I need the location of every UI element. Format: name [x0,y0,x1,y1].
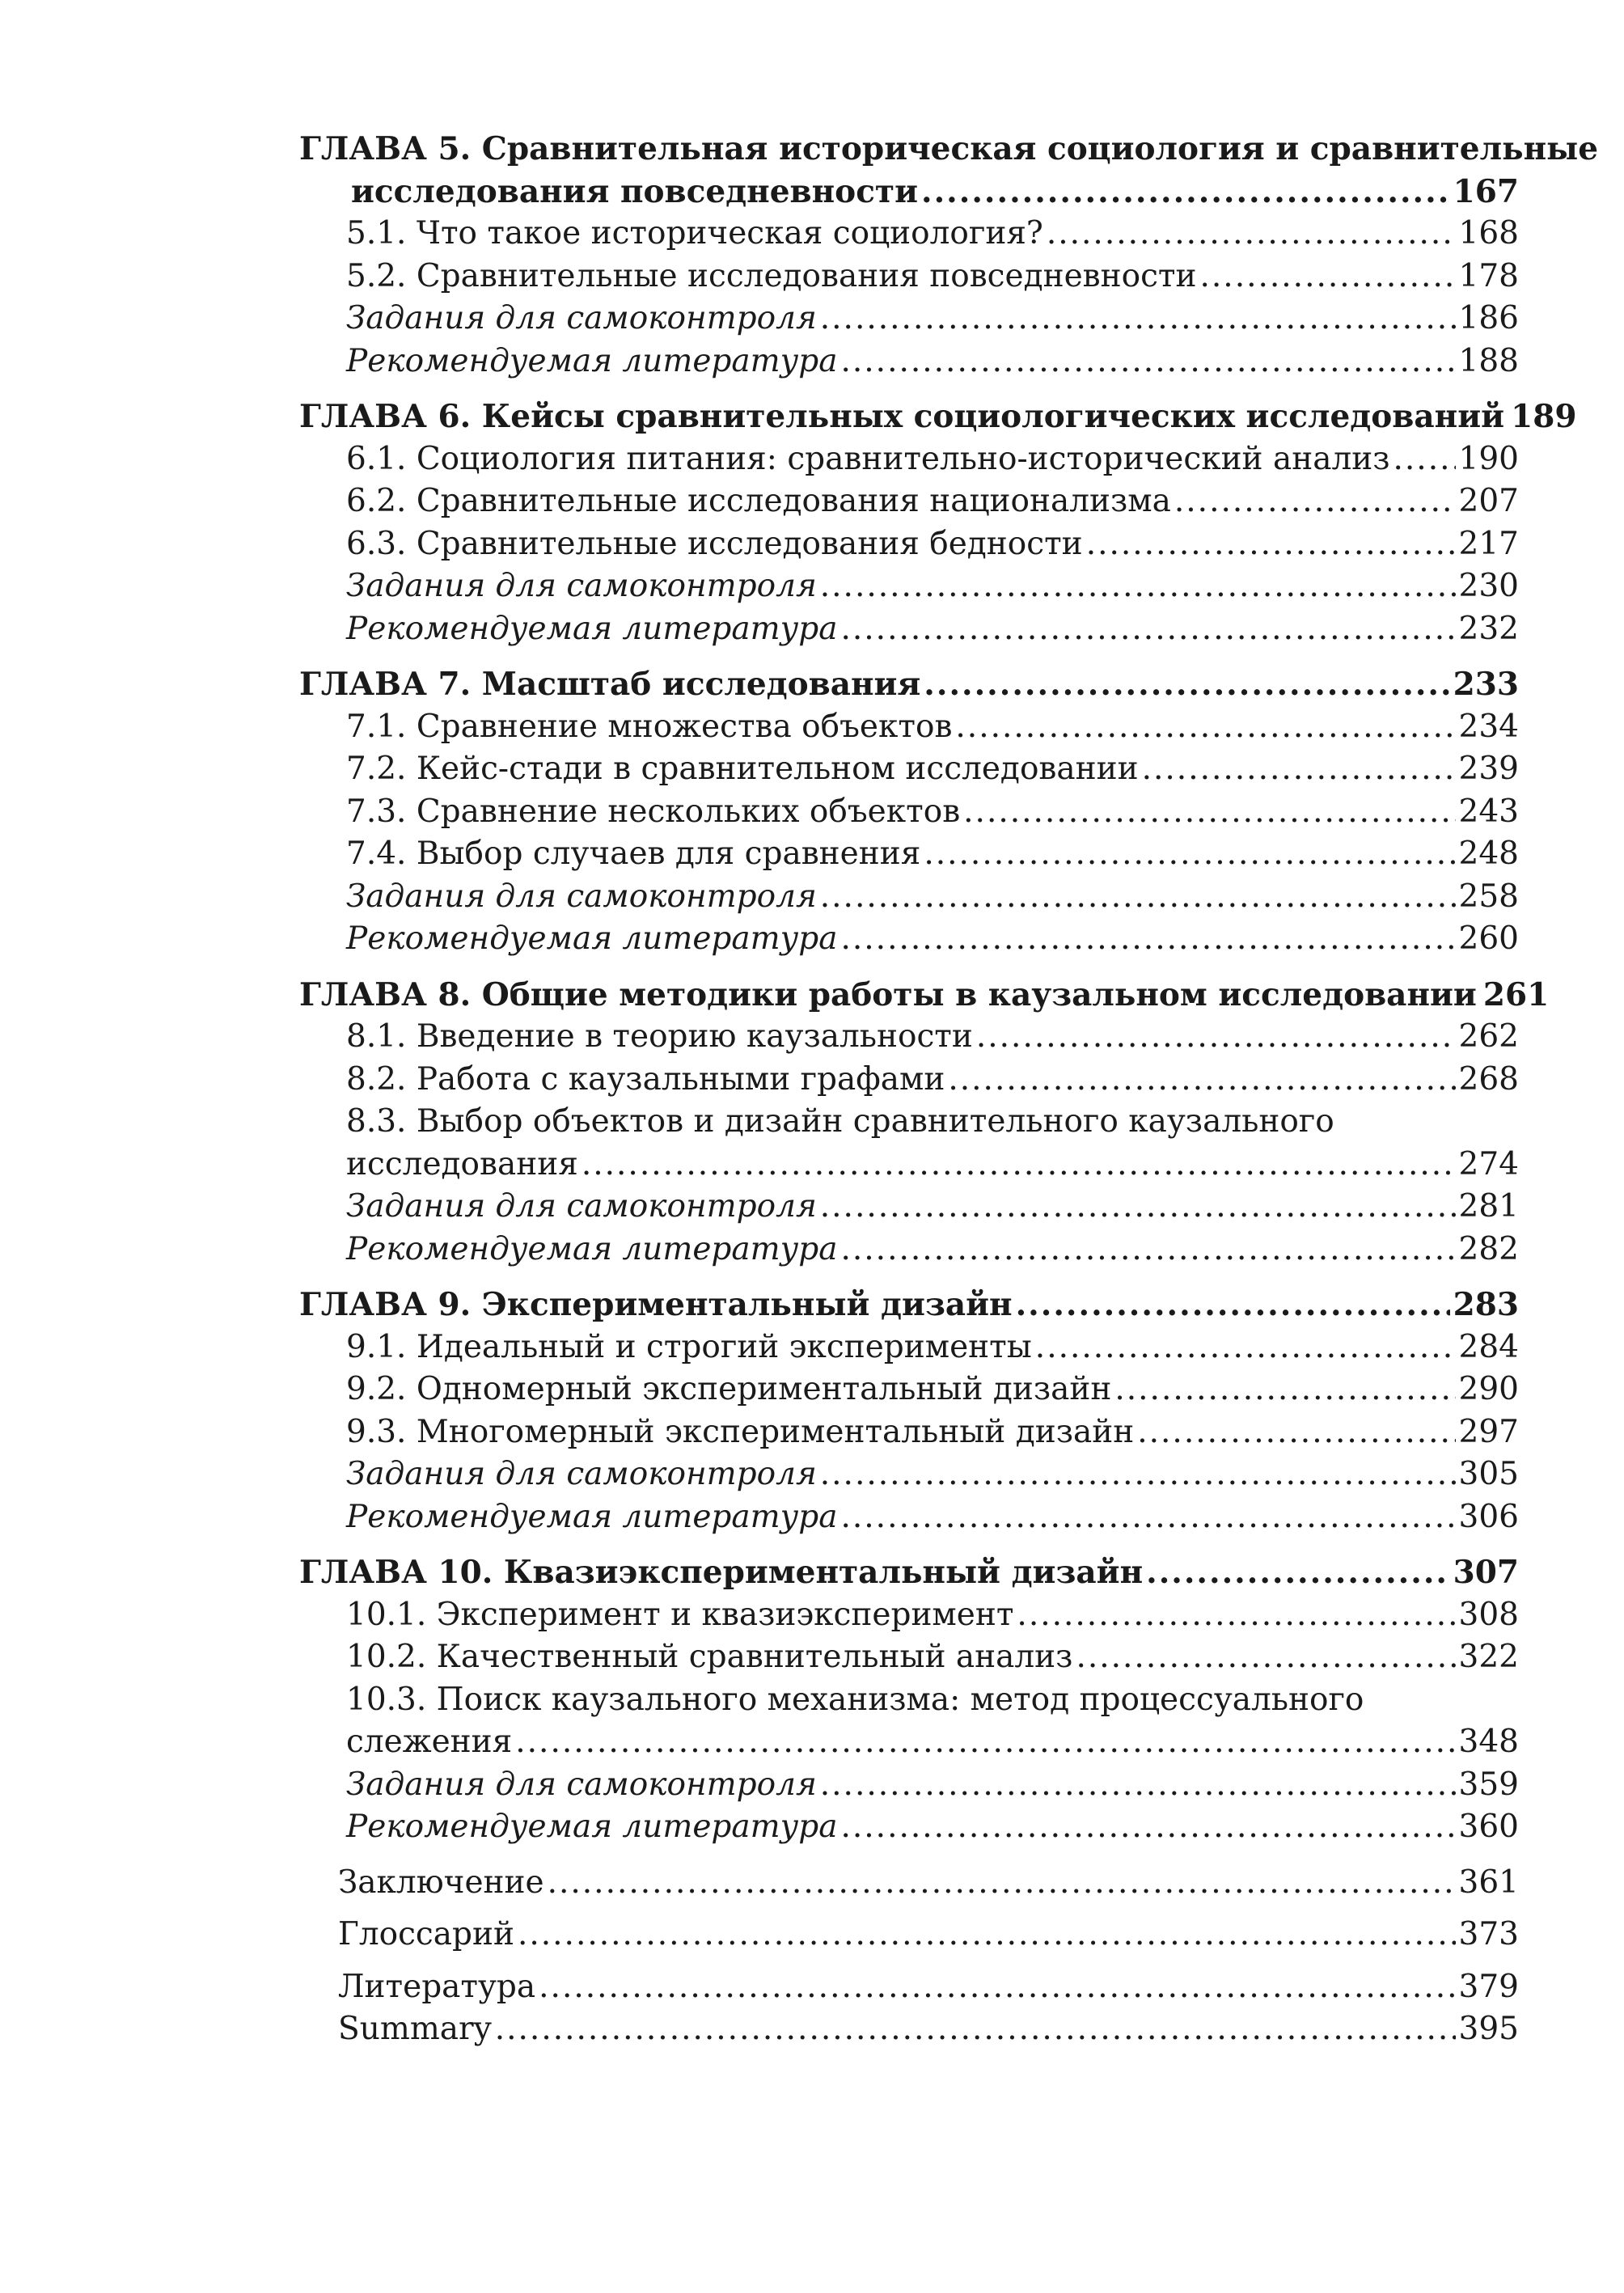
entry-title: Задания для самоконтроля [346,300,817,336]
toc-entry[interactable] [299,298,1519,341]
leader-dots [1086,523,1456,566]
leader-dots [1035,1326,1456,1369]
toc-entry[interactable] [299,1721,1519,1764]
leader-dots [1114,1369,1455,1411]
leader-dots [1076,1636,1455,1679]
entry-title: 5.1. Что такое историческая социология? [346,215,1043,252]
page-number: 284 [1458,1328,1519,1365]
entry-title: Заключение [338,1864,544,1901]
entry-title: 10.1. Эксперимент и квазиэксперимент [346,1596,1014,1633]
toc-entry[interactable] [299,523,1519,566]
chapter-heading: ГЛАВА 5. Сравнительная историческая социология и сравнительные [299,130,1599,167]
page-number: 189 [1511,398,1577,435]
leader-dots [1146,1551,1449,1594]
toc-entry[interactable] [299,438,1519,481]
toc-entry[interactable] [299,213,1519,256]
toc-entry[interactable] [299,876,1519,919]
leader-dots [820,298,1456,341]
page-number: 168 [1458,215,1519,252]
entry-title: 7.3. Сравнение нескольких объектов [346,793,961,830]
page-number: 178 [1458,257,1519,294]
entry-title: Задания для самоконтроля [346,878,817,915]
chapter-heading-entry[interactable] [299,974,1550,1017]
entry-title: 9.2. Одномерный экспериментальный дизайн [346,1371,1112,1407]
toc-entry-summary[interactable] [299,2008,1519,2051]
chapter-title: ГЛАВА 6. Кейсы сравнительных социологических исследований [299,398,1505,435]
chapter-5 [299,128,1599,383]
page-number: 307 [1453,1554,1519,1591]
entry-title-line: 8.3. Выбор объектов и дизайн сравнительного каузального [346,1103,1334,1140]
chapter-heading-entry[interactable] [299,171,1519,214]
entry-title: 5.2. Сравнительные исследования повседневности [346,257,1197,294]
page-number: 281 [1458,1188,1519,1225]
chapter-title: ГЛАВА 7. Масштаб исследования [299,666,921,703]
page-number: 290 [1458,1371,1519,1407]
page-number: 379 [1458,1968,1519,2005]
back-matter [299,1862,1519,2051]
page-number: 243 [1458,793,1519,830]
page-number: 305 [1458,1456,1519,1492]
entry-title: Задания для самоконтроля [346,1456,817,1492]
entry-title: Рекомендуемая литература [346,342,838,379]
entry-title: Рекомендуемая литература [346,1230,838,1267]
page-number: 361 [1458,1864,1519,1901]
toc-entry[interactable] [299,918,1519,961]
toc-entry[interactable] [299,256,1519,298]
toc-entry[interactable] [299,1806,1519,1849]
chapter-7 [299,663,1519,961]
leader-dots [840,608,1455,651]
leader-dots [840,918,1455,961]
entry-title: 9.1. Идеальный и строгий эксперименты [346,1328,1032,1365]
leader-dots [1394,438,1456,481]
leader-dots [840,1806,1455,1849]
leader-dots [820,1453,1456,1496]
leader-dots [976,1016,1456,1059]
leader-dots [495,2008,1456,2051]
chapter-heading-entry[interactable] [299,663,1519,706]
leader-dots [924,663,1449,706]
toc-entry[interactable] [299,1016,1519,1059]
chapter-9 [299,1284,1519,1538]
toc-entry[interactable] [299,1369,1519,1411]
leader-dots [1137,1411,1455,1454]
toc-entry[interactable] [299,608,1519,651]
leader-dots [820,1764,1456,1807]
leader-dots [1174,480,1456,523]
spacer [299,1904,1519,1914]
toc-entry[interactable] [299,341,1519,383]
page-number: 268 [1458,1060,1519,1098]
entry-title: 7.1. Сравнение множества объектов [346,708,953,745]
page-number: 167 [1453,172,1519,210]
entry-title: 7.2. Кейс-стади в сравнительном исследовании [346,751,1139,787]
page-number: 308 [1458,1596,1519,1633]
leader-dots [921,171,1450,214]
entry-title: Рекомендуемая литература [346,610,838,647]
leader-dots [1142,748,1456,791]
page-number: 274 [1458,1145,1519,1182]
toc-entry[interactable] [299,480,1519,523]
entry-title-line: 10.3. Поиск каузального механизма: метод процессуального [346,1681,1364,1718]
spacer [299,1957,1519,1966]
toc-entry[interactable] [299,833,1519,876]
entry-title: Литература [338,1968,536,2005]
page-number: 360 [1458,1809,1519,1845]
entry-title: Задания для самоконтроля [346,1766,817,1803]
toc-entry[interactable] [299,706,1519,749]
toc-entry-glossary[interactable] [299,1914,1519,1957]
chapter-title: исследования повседневности [351,172,919,210]
toc-entry[interactable] [299,1594,1519,1637]
entry-title: 9.3. Многомерный экспериментальный дизайн [346,1413,1135,1450]
page-number: 186 [1458,300,1519,336]
entry-title: Глоссарий [338,1916,514,1952]
page-number: 239 [1458,751,1519,787]
leader-dots [1047,213,1456,256]
entry-title: Рекомендуемая литература [346,1809,838,1845]
toc-entry[interactable] [299,1636,1519,1679]
page-number: 260 [1458,920,1519,957]
page-number: 282 [1458,1230,1519,1267]
entry-title: слежения [346,1724,513,1760]
entry-title: 10.2. Качественный сравнительный анализ [346,1639,1073,1675]
entry-title: 6.1. Социология питания: сравнительно-исторический анализ [346,440,1390,477]
toc-entry[interactable] [299,1764,1519,1807]
toc-entry[interactable] [299,1411,1519,1454]
page-number: 207 [1458,483,1519,519]
page-number: 348 [1458,1724,1519,1760]
page-number: 373 [1458,1916,1519,1952]
toc-entry[interactable] [299,1059,1519,1102]
entry-title: 8.2. Работа с каузальными графами [346,1060,945,1098]
entry-title: 6.3. Сравнительные исследования бедности [346,525,1083,562]
entry-title: Задания для самоконтроля [346,1188,817,1225]
page-number: 395 [1458,2011,1519,2047]
leader-dots [948,1059,1455,1102]
leader-dots [582,1144,1456,1187]
leader-dots [1200,256,1456,298]
entry-title: 7.4. Выбор случаев для сравнения [346,836,921,872]
page-number: 359 [1458,1766,1519,1803]
toc-entry[interactable] [299,791,1519,834]
chapter-10 [299,1551,1519,1849]
page-number: 306 [1458,1498,1519,1535]
leader-dots [515,1721,1455,1764]
toc-entry[interactable] [299,1186,1519,1229]
chapter-heading-entry[interactable] [299,396,1577,438]
toc-entry[interactable] [299,748,1519,791]
leader-dots [539,1966,1455,2009]
leader-dots [963,791,1455,834]
toc-entry[interactable] [299,1326,1519,1369]
page-number: 234 [1458,708,1519,745]
chapter-heading-entry[interactable] [299,1284,1519,1326]
entry-title: Рекомендуемая литература [346,920,838,957]
leader-dots [548,1862,1456,1905]
leader-dots [955,706,1455,749]
toc-entry-literature[interactable] [299,1966,1519,2009]
chapter-title: ГЛАВА 8. Общие методики работы в каузальном исследовании [299,975,1477,1013]
toc-entry[interactable] [299,565,1519,608]
toc-entry[interactable] [299,1453,1519,1496]
toc-entry-conclusion[interactable] [299,1862,1519,1905]
entry-title: исследования [346,1145,578,1182]
toc-entry[interactable] [299,1144,1519,1187]
chapter-6 [299,396,1577,650]
leader-dots [1016,1284,1450,1326]
leader-dots [820,565,1456,608]
toc-entry[interactable] [299,1496,1519,1539]
table-of-contents [299,128,1599,2051]
leader-dots [1017,1594,1455,1637]
page-number: 217 [1458,525,1519,562]
page-number: 258 [1458,878,1519,915]
page-number: 322 [1458,1639,1519,1675]
chapter-title: ГЛАВА 9. Экспериментальный дизайн [299,1286,1013,1323]
leader-dots [840,1496,1455,1539]
leader-dots [820,876,1456,919]
entry-title: 8.1. Введение в теорию каузальности [346,1018,973,1055]
chapter-8 [299,974,1550,1271]
entry-title: Summary [338,2011,492,2047]
leader-dots [840,341,1455,383]
leader-dots [924,833,1455,876]
entry-title: Задания для самоконтроля [346,568,817,604]
chapter-heading-entry[interactable] [299,1551,1519,1594]
page-number: 262 [1458,1018,1519,1055]
toc-entry[interactable] [299,1229,1519,1271]
page-number: 230 [1458,568,1519,604]
page-number: 261 [1482,975,1550,1013]
leader-dots [840,1229,1455,1271]
page-number: 188 [1458,342,1519,379]
page-number: 232 [1458,610,1519,647]
entry-title: Рекомендуемая литература [346,1498,838,1535]
page-number: 190 [1458,440,1519,477]
page-number: 297 [1458,1413,1519,1450]
page-number: 283 [1453,1286,1519,1323]
entry-title: 6.2. Сравнительные исследования национализма [346,483,1171,519]
page-number: 233 [1453,666,1519,703]
chapter-title: ГЛАВА 10. Квазиэкспериментальный дизайн [299,1554,1144,1591]
page-number: 248 [1458,836,1519,872]
leader-dots [518,1914,1456,1957]
leader-dots [820,1186,1456,1229]
